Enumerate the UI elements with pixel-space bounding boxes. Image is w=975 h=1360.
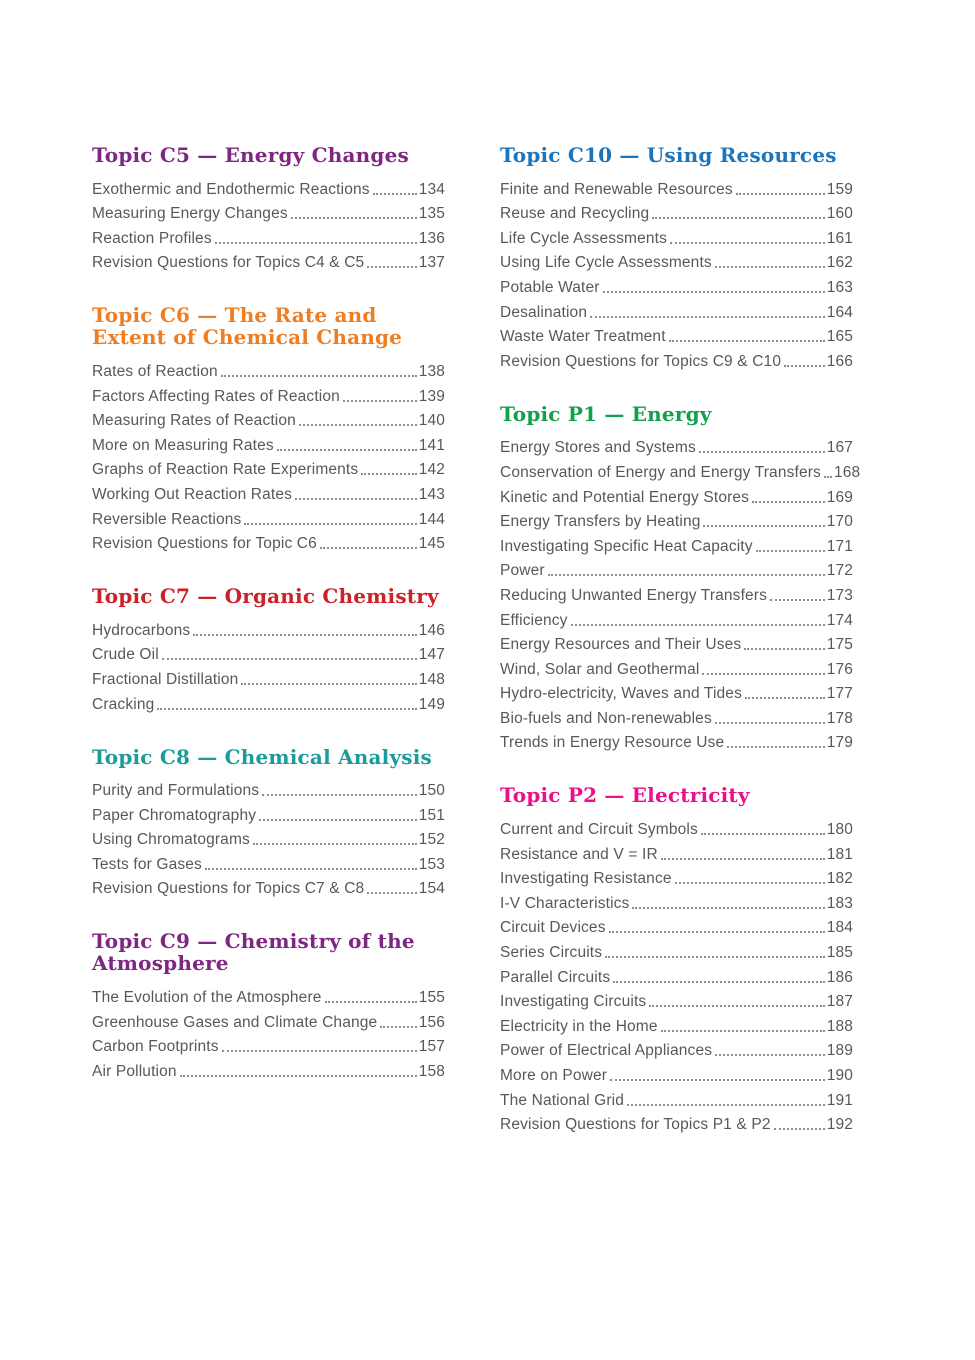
entry-title: Revision Questions for Topics C4 & C5 [92, 254, 365, 272]
toc-entry [500, 346, 853, 371]
entry-title: Desalination [500, 303, 588, 321]
dotted-leader [262, 794, 417, 796]
section-heading: Topic C7 — Organic Chemistry [92, 584, 439, 609]
entry-page-number: 139 [418, 387, 445, 405]
entry-page-number: 188 [826, 1017, 853, 1035]
entry-title: Graphs of Reaction Rate Experiments [92, 461, 359, 479]
dotted-leader [715, 266, 825, 268]
dotted-leader [736, 193, 825, 195]
entry-page-number: 150 [418, 782, 445, 800]
entry-page-number: 161 [826, 229, 853, 247]
entry-title: Crude Oil [92, 646, 159, 664]
entry-title: Bio-fuels and Non-renewables [500, 709, 712, 727]
entry-title: More on Power [500, 1067, 608, 1084]
entry-page-number: 134 [418, 180, 445, 198]
toc-entry [500, 1085, 853, 1110]
entry-title: Investigating Circuits [500, 993, 647, 1011]
dotted-leader [661, 1030, 825, 1032]
entry-page-number: 172 [826, 562, 853, 580]
entry-title: Measuring Rates of Reaction [92, 412, 296, 430]
entry-title: Reuse and Recycling [500, 205, 650, 223]
toc-entry [500, 297, 853, 322]
entry-title: Life Cycle Assessments [500, 229, 667, 247]
toc-entry [500, 839, 853, 864]
section-heading: Topic C8 — Chemical Analysis [92, 744, 433, 769]
entry-title: Carbon Footprints [92, 1038, 219, 1056]
dotted-leader [609, 931, 825, 933]
entry-page-number: 182 [826, 870, 853, 888]
section-heading: Topic C9 — Chemistry of the Atmosphere [92, 929, 415, 976]
entry-title: Tests for Gases [92, 855, 202, 873]
entry-page-number: 136 [418, 229, 445, 247]
entry-page-number: 135 [418, 205, 445, 223]
toc-entry [500, 199, 853, 224]
toc-entry [500, 457, 861, 482]
dotted-leader [652, 217, 824, 219]
entry-page-number: 171 [826, 537, 853, 555]
entry-list [92, 174, 445, 272]
entry-title: Greenhouse Gases and Climate Change [92, 1013, 378, 1031]
dotted-leader [744, 648, 824, 650]
dotted-leader [259, 819, 417, 821]
dotted-leader [613, 981, 824, 983]
entry-page-number: 163 [826, 278, 853, 296]
entry-title: Electricity in the Home [500, 1017, 658, 1035]
toc-entry [500, 1060, 853, 1085]
entry-page-number: 191 [826, 1091, 853, 1109]
toc-entry [500, 814, 853, 839]
dotted-leader [205, 868, 417, 870]
entry-page-number: 152 [418, 831, 445, 849]
toc-entry [92, 689, 445, 714]
section-heading: Topic P1 — Energy [500, 401, 712, 426]
entry-list [92, 615, 445, 713]
entry-page-number: 151 [418, 806, 445, 824]
dotted-leader [325, 1001, 417, 1003]
toc-entry [92, 430, 445, 455]
toc-entry [500, 1110, 853, 1135]
toc-entry [500, 1036, 853, 1061]
entry-page-number: 186 [826, 968, 853, 986]
entry-page-number: 167 [826, 439, 853, 457]
dotted-leader [770, 599, 825, 601]
toc-entry [92, 615, 445, 640]
entry-page-number: 159 [826, 180, 853, 198]
entry-page-number: 175 [826, 636, 853, 654]
dotted-leader [669, 340, 825, 342]
entry-list [500, 814, 853, 1134]
dotted-leader [180, 1075, 417, 1077]
toc-entry [500, 605, 853, 630]
entry-page-number: 146 [418, 621, 445, 639]
dotted-leader [610, 1079, 825, 1081]
dotted-leader [221, 375, 417, 377]
entry-title: Exothermic and Endothermic Reactions [92, 180, 370, 198]
entry-title: The National Grid [500, 1091, 625, 1109]
entry-page-number: 156 [418, 1013, 445, 1031]
entry-title: Circuit Devices [500, 919, 606, 937]
entry-page-number: 149 [418, 695, 445, 713]
toc-section [92, 144, 445, 272]
dotted-leader [675, 882, 825, 884]
toc-entry [92, 1007, 445, 1032]
entry-title: Reducing Unwanted Energy Transfers [500, 586, 768, 604]
entry-list [500, 174, 853, 371]
toc-section [500, 401, 861, 753]
toc-entry [500, 987, 853, 1012]
toc-entry [92, 223, 445, 248]
entry-title: Purity and Formulations [92, 782, 260, 800]
entry-title: Investigating Resistance [500, 870, 672, 888]
toc-entry [500, 272, 853, 297]
entry-page-number: 178 [826, 709, 853, 727]
section-heading: Topic C10 — Using Resources [500, 143, 837, 167]
dotted-leader [590, 316, 825, 318]
dotted-leader [715, 1054, 825, 1056]
entry-page-number: 185 [826, 944, 853, 962]
entry-page-number: 148 [418, 670, 445, 688]
entry-title: Revision Questions for Topics C7 & C8 [92, 880, 365, 898]
entry-page-number: 162 [826, 254, 853, 272]
toc-entry [500, 679, 853, 704]
entry-title: Reversible Reactions [92, 510, 242, 528]
section-heading: Topic C5 — Energy Changes [92, 143, 409, 167]
entry-page-number: 158 [418, 1062, 445, 1080]
dotted-leader [699, 451, 825, 453]
dotted-leader [824, 476, 832, 478]
toc-section [92, 304, 445, 553]
toc-entry [500, 728, 853, 753]
section-heading: Topic P2 — Electricity [500, 783, 750, 808]
dotted-leader [703, 525, 824, 527]
toc-entry [92, 504, 445, 529]
entry-page-number: 145 [418, 535, 445, 553]
dotted-leader [605, 956, 825, 958]
toc-column-left [92, 144, 445, 1166]
entry-title: Efficiency [500, 611, 568, 629]
entry-title: Cracking [92, 695, 155, 713]
entry-page-number: 140 [418, 412, 445, 430]
entry-title: Wind, Solar and Geothermal [500, 660, 700, 678]
toc-entry [500, 174, 853, 199]
toc-section [92, 585, 445, 713]
dotted-leader [603, 291, 825, 293]
entry-page-number: 176 [826, 660, 853, 678]
dotted-leader [157, 708, 416, 710]
dotted-leader [320, 547, 417, 549]
entry-title: Resistance and V = IR [500, 845, 658, 863]
toc-entry [500, 482, 853, 507]
entry-title: Reaction Profiles [92, 229, 212, 247]
toc-entry [500, 937, 853, 962]
toc-entry [92, 529, 445, 554]
dotted-leader [670, 242, 825, 244]
toc-entry [500, 248, 853, 273]
dotted-leader [222, 1050, 417, 1052]
toc-entry [92, 640, 445, 665]
dotted-leader [661, 858, 825, 860]
dotted-leader [548, 574, 825, 576]
toc-entry [92, 849, 445, 874]
entry-title: Revision Questions for Topic C6 [92, 535, 317, 553]
entry-title: Energy Resources and Their Uses [500, 636, 742, 654]
entry-page-number: 153 [418, 855, 445, 873]
entry-title: Parallel Circuits [500, 968, 611, 986]
toc-entry [92, 381, 445, 406]
toc-entry [500, 580, 853, 605]
entry-page-number: 164 [826, 303, 853, 321]
dotted-leader [215, 242, 417, 244]
entry-title: Hydrocarbons [92, 621, 191, 639]
entry-list [500, 433, 861, 753]
entry-title: Waste Water Treatment [500, 328, 666, 346]
entry-page-number: 160 [826, 205, 853, 223]
dotted-leader [571, 624, 825, 626]
toc-entry [92, 199, 445, 224]
toc-entry [500, 913, 853, 938]
dotted-leader [367, 892, 416, 894]
dotted-leader [774, 1128, 825, 1130]
dotted-leader [373, 193, 417, 195]
entry-page-number: 170 [826, 513, 853, 531]
dotted-leader [343, 400, 417, 402]
dotted-leader [752, 501, 825, 503]
entry-title: Series Circuits [500, 944, 603, 962]
toc-entry [92, 776, 445, 801]
entry-title: Using Life Cycle Assessments [500, 254, 712, 272]
entry-title: Using Chromatograms [92, 831, 250, 849]
entry-page-number: 190 [826, 1067, 853, 1084]
entry-title: The Evolution of the Atmosphere [92, 989, 322, 1007]
toc-entry [500, 888, 853, 913]
entry-list [92, 982, 445, 1080]
dotted-leader [649, 1005, 824, 1007]
entry-page-number: 137 [418, 254, 445, 272]
entry-page-number: 166 [826, 352, 853, 370]
toc-entry [500, 654, 853, 679]
entry-page-number: 189 [826, 1042, 853, 1060]
dotted-leader [162, 658, 417, 660]
toc-entry [500, 531, 853, 556]
dotted-leader [702, 673, 824, 675]
entry-page-number: 157 [418, 1038, 445, 1056]
entry-title: Current and Circuit Symbols [500, 821, 698, 839]
toc-entry [92, 1056, 445, 1081]
entry-title: Potable Water [500, 278, 600, 296]
entry-page-number: 187 [826, 993, 853, 1011]
dotted-leader [756, 550, 825, 552]
entry-page-number: 184 [826, 919, 853, 937]
entry-title: Paper Chromatography [92, 806, 257, 824]
entry-page-number: 168 [833, 463, 861, 481]
entry-page-number: 143 [418, 485, 445, 503]
entry-title: Conservation of Energy and Energy Transfers [500, 463, 821, 481]
dotted-leader [367, 266, 416, 268]
entry-title: Power of Electrical Appliances [500, 1042, 713, 1060]
entry-title: Power [500, 562, 545, 580]
toc-entry [500, 433, 853, 458]
entry-page-number: 183 [826, 894, 853, 912]
entry-page-number: 165 [826, 328, 853, 346]
entry-title: Air Pollution [92, 1062, 177, 1080]
dotted-leader [361, 473, 416, 475]
toc-entry [500, 703, 853, 728]
entry-page-number: 192 [826, 1116, 853, 1134]
entry-page-number: 141 [418, 436, 445, 454]
toc-entry [92, 356, 445, 381]
toc-entry [92, 982, 445, 1007]
dotted-leader [784, 365, 825, 367]
dotted-leader [241, 683, 416, 685]
toc-entry [92, 455, 445, 480]
entry-list [92, 776, 445, 899]
entry-title: Finite and Renewable Resources [500, 180, 733, 198]
dotted-leader [253, 843, 417, 845]
dotted-leader [380, 1026, 416, 1028]
entry-title: Rates of Reaction [92, 362, 218, 380]
toc-entry [92, 248, 445, 273]
toc-entry [92, 825, 445, 850]
dotted-leader [193, 634, 416, 636]
dotted-leader [701, 833, 825, 835]
entry-page-number: 142 [418, 461, 445, 479]
entry-title: Hydro-electricity, Waves and Tides [500, 685, 742, 703]
entry-title: More on Measuring Rates [92, 436, 274, 454]
entry-title: Energy Stores and Systems [500, 439, 696, 457]
entry-page-number: 180 [826, 821, 853, 839]
toc-entry [500, 322, 853, 347]
entry-title: Kinetic and Potential Energy Stores [500, 488, 750, 506]
entry-page-number: 173 [826, 586, 853, 604]
dotted-leader [727, 746, 824, 748]
toc-entry [92, 800, 445, 825]
toc-entry [92, 406, 445, 431]
entry-title: I-V Characteristics [500, 894, 630, 912]
dotted-leader [627, 1104, 825, 1106]
entry-page-number: 179 [826, 734, 853, 752]
entry-title: Fractional Distillation [92, 670, 239, 688]
dotted-leader [244, 523, 416, 525]
toc-entry [92, 664, 445, 689]
entry-page-number: 154 [418, 880, 445, 898]
entry-title: Factors Affecting Rates of Reaction [92, 387, 340, 405]
entry-page-number: 155 [418, 989, 445, 1007]
toc-entry [500, 556, 853, 581]
dotted-leader [277, 449, 417, 451]
toc-entry [500, 1011, 853, 1036]
entry-list [92, 356, 445, 553]
entry-page-number: 177 [826, 685, 853, 703]
dotted-leader [295, 498, 417, 500]
toc-section [500, 144, 853, 371]
toc-entry [500, 630, 853, 655]
entry-title: Working Out Reaction Rates [92, 485, 293, 503]
dotted-leader [291, 217, 417, 219]
toc-entry [92, 174, 445, 199]
entry-title: Revision Questions for Topics P1 & P2 [500, 1116, 771, 1134]
dotted-leader [715, 722, 825, 724]
entry-title: Energy Transfers by Heating [500, 513, 701, 531]
entry-page-number: 147 [418, 646, 445, 664]
toc-entry [92, 874, 445, 899]
toc-entry [500, 864, 853, 889]
entry-page-number: 169 [826, 488, 853, 506]
entry-title: Measuring Energy Changes [92, 205, 288, 223]
dotted-leader [632, 907, 824, 909]
dotted-leader [745, 697, 825, 699]
toc-entry [92, 1032, 445, 1057]
toc-entry [500, 223, 853, 248]
section-heading: Topic C6 — The Rate and Extent of Chemical Change [92, 303, 403, 350]
toc-entry [500, 507, 853, 532]
entry-page-number: 138 [418, 362, 445, 380]
entry-page-number: 144 [418, 510, 445, 528]
toc-column-right [500, 143, 861, 1166]
entry-title: Trends in Energy Resource Use [500, 734, 725, 752]
toc-entry [92, 479, 445, 504]
toc-entry [500, 962, 853, 987]
entry-page-number: 174 [826, 611, 853, 629]
toc-section [92, 930, 445, 1080]
dotted-leader [299, 424, 417, 426]
entry-title: Revision Questions for Topics C9 & C10 [500, 352, 782, 370]
toc-section [500, 784, 853, 1134]
toc-section [92, 746, 445, 899]
entry-title: Investigating Specific Heat Capacity [500, 537, 753, 555]
entry-page-number: 181 [826, 845, 853, 863]
